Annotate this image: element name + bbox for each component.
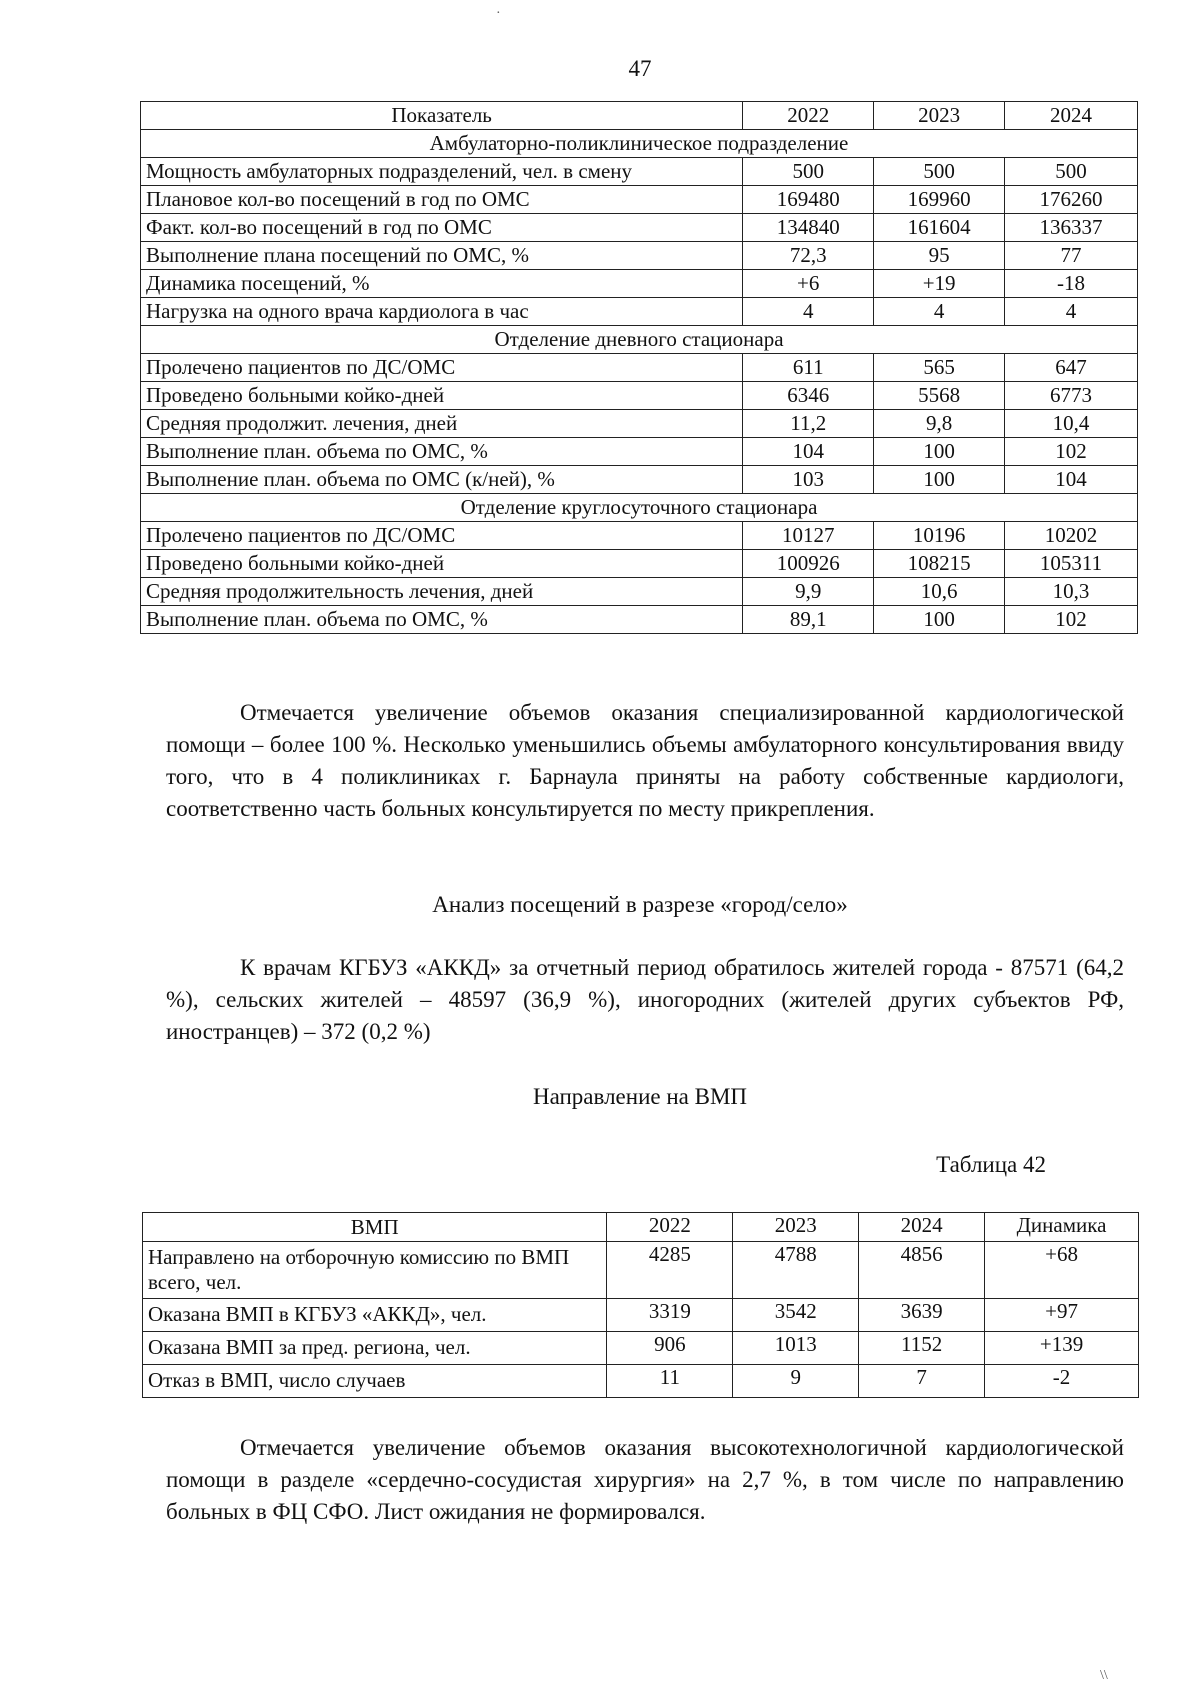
table-row [143,1299,1139,1332]
row-label: Проведено больными койко-дней [141,550,743,578]
cell-2024: 102 [1005,438,1138,466]
cell-2023: 9 [733,1365,859,1398]
table-row [141,606,1138,634]
scan-speck: \\ [1100,1668,1108,1683]
cell-2023: 100 [874,606,1005,634]
page-number: 47 [628,56,652,81]
cell-2022: 169480 [743,186,874,214]
cell-2023: 10196 [874,522,1005,550]
paragraph-text: К врачам КГБУЗ «АККД» за отчетный период обратилось жителей города - 87571 (64,2 %), сельских жителей – 48597 (36,9 %), иногородних (жителей других субъектов РФ, иностранцев) – 372 (0,2 %) [166,955,1124,1044]
cell-2022: 611 [743,354,874,382]
row-label: Выполнение плана посещений по ОМС, % [141,242,743,270]
cell-2023: 9,8 [874,410,1005,438]
cell-2023: 95 [874,242,1005,270]
table-row [141,438,1138,466]
table-row [141,578,1138,606]
cell-2024: 3639 [859,1299,985,1332]
cell-2022: 4 [743,298,874,326]
cell-2024: 136337 [1005,214,1138,242]
table-row [141,466,1138,494]
cell-2024: 7 [859,1365,985,1398]
header-2023: 2023 [874,102,1005,130]
cell-2023: 4 [874,298,1005,326]
cell-2022: 103 [743,466,874,494]
row-label: Проведено больными койко-дней [141,382,743,410]
row-label: Оказана ВМП за пред. региона, чел. [143,1332,607,1365]
cell-2022: 100926 [743,550,874,578]
row-label: Нагрузка на одного врача кардиолога в час [141,298,743,326]
cell-2023: 100 [874,466,1005,494]
cell-dynamics: +68 [985,1242,1139,1299]
table-row [141,186,1138,214]
row-label: Пролечено пациентов по ДС/ОМС [141,354,743,382]
row-label: Факт. кол-во посещений в год по ОМС [141,214,743,242]
table-row [141,214,1138,242]
cell-2023: 100 [874,438,1005,466]
table-row [141,354,1138,382]
cell-2024: 500 [1005,158,1138,186]
cell-2024: 77 [1005,242,1138,270]
scan-speck: · [496,6,501,21]
cell-2023: 108215 [874,550,1005,578]
header-vmp: ВМП [143,1213,607,1242]
row-label: Динамика посещений, % [141,270,743,298]
table-row [141,158,1138,186]
cell-2023: +19 [874,270,1005,298]
row-label: Направлено на отборочную комиссию по ВМП всего, чел. [143,1242,607,1299]
header-indicator: Показатель [141,102,743,130]
vmp-table [142,1212,1139,1398]
row-label: Отказ в ВМП, число случаев [143,1365,607,1398]
cell-2024: -18 [1005,270,1138,298]
row-label: Выполнение план. объема по ОМС, % [141,438,743,466]
section-title: Отделение дневного стационара [141,326,1138,354]
row-label: Пролечено пациентов по ДС/ОМС [141,522,743,550]
cell-2024: 6773 [1005,382,1138,410]
paragraph-hitech-care [166,1432,1124,1528]
paragraph-text: Отмечается увеличение объемов оказания высокотехнологичной кардиологической помощи в разделе «сердечно-сосудистая хирургия» на 2,7 %, в том числе по направлению больных в ФЦ СФО. Лист ожидания не формировался. [166,1435,1124,1524]
cell-2023: 1013 [733,1332,859,1365]
indicators-table [140,101,1138,634]
cell-2024: 10,4 [1005,410,1138,438]
table-header-row [143,1213,1139,1242]
cell-2022: 72,3 [743,242,874,270]
cell-2022: +6 [743,270,874,298]
paragraph-text: Отмечается увеличение объемов оказания специализированной кардиологической помощи – более 100 %. Несколько уменьшились объемы амбулаторного консультирования ввиду того, что в 4 поликлиниках г. Барнаула приняты на работу собственные кардиологи, соответственно часть больных консультируется по месту прикрепления. [166,700,1124,821]
cell-2023: 3542 [733,1299,859,1332]
cell-2024: 4 [1005,298,1138,326]
row-label: Оказана ВМП в КГБУЗ «АККД», чел. [143,1299,607,1332]
section-row [141,494,1138,522]
table-row [141,382,1138,410]
section-row [141,326,1138,354]
cell-2022: 89,1 [743,606,874,634]
row-label: Средняя продолжит. лечения, дней [141,410,743,438]
cell-2024: 105311 [1005,550,1138,578]
heading-vmp: Направление на ВМП [532,1084,748,1109]
cell-2022: 4285 [607,1242,733,1299]
cell-2024: 102 [1005,606,1138,634]
cell-2022: 134840 [743,214,874,242]
cell-2024: 1152 [859,1332,985,1365]
paragraph-specialized-care [166,697,1124,825]
cell-2023: 4788 [733,1242,859,1299]
section-row [141,130,1138,158]
table-row [141,298,1138,326]
cell-2023: 5568 [874,382,1005,410]
cell-2023: 161604 [874,214,1005,242]
table-header-row [141,102,1138,130]
table-row [143,1242,1139,1299]
header-2022: 2022 [607,1213,733,1242]
header-dynamics: Динамика [985,1213,1139,1242]
header-2022: 2022 [743,102,874,130]
table-row [143,1332,1139,1365]
heading-city-village: Анализ посещений в разрезе «город/село» [432,892,848,917]
cell-dynamics: +97 [985,1299,1139,1332]
table-caption: Таблица 42 [936,1152,1046,1177]
cell-2024: 10202 [1005,522,1138,550]
cell-2022: 906 [607,1332,733,1365]
cell-2022: 11,2 [743,410,874,438]
cell-2024: 10,3 [1005,578,1138,606]
row-label: Выполнение план. объема по ОМС (к/ней), % [141,466,743,494]
header-2023: 2023 [733,1213,859,1242]
row-label: Средняя продолжительность лечения, дней [141,578,743,606]
table-row [141,242,1138,270]
cell-2024: 647 [1005,354,1138,382]
header-2024: 2024 [859,1213,985,1242]
table-row [141,410,1138,438]
cell-2023: 500 [874,158,1005,186]
cell-2024: 176260 [1005,186,1138,214]
table-row [141,550,1138,578]
cell-2022: 6346 [743,382,874,410]
cell-2022: 11 [607,1365,733,1398]
cell-dynamics: +139 [985,1332,1139,1365]
cell-2023: 565 [874,354,1005,382]
cell-2022: 3319 [607,1299,733,1332]
table-row [143,1365,1139,1398]
section-title: Амбулаторно-поликлиническое подразделение [141,130,1138,158]
cell-2023: 10,6 [874,578,1005,606]
cell-2024: 104 [1005,466,1138,494]
paragraph-visits-split [166,952,1124,1048]
cell-2022: 9,9 [743,578,874,606]
row-label: Плановое кол-во посещений в год по ОМС [141,186,743,214]
row-label: Мощность амбулаторных подразделений, чел. в смену [141,158,743,186]
cell-2023: 169960 [874,186,1005,214]
cell-dynamics: -2 [985,1365,1139,1398]
section-title: Отделение круглосуточного стационара [141,494,1138,522]
cell-2022: 10127 [743,522,874,550]
cell-2022: 500 [743,158,874,186]
table-row [141,270,1138,298]
cell-2024: 4856 [859,1242,985,1299]
table-row [141,522,1138,550]
header-2024: 2024 [1005,102,1138,130]
row-label: Выполнение план. объема по ОМС, % [141,606,743,634]
cell-2022: 104 [743,438,874,466]
